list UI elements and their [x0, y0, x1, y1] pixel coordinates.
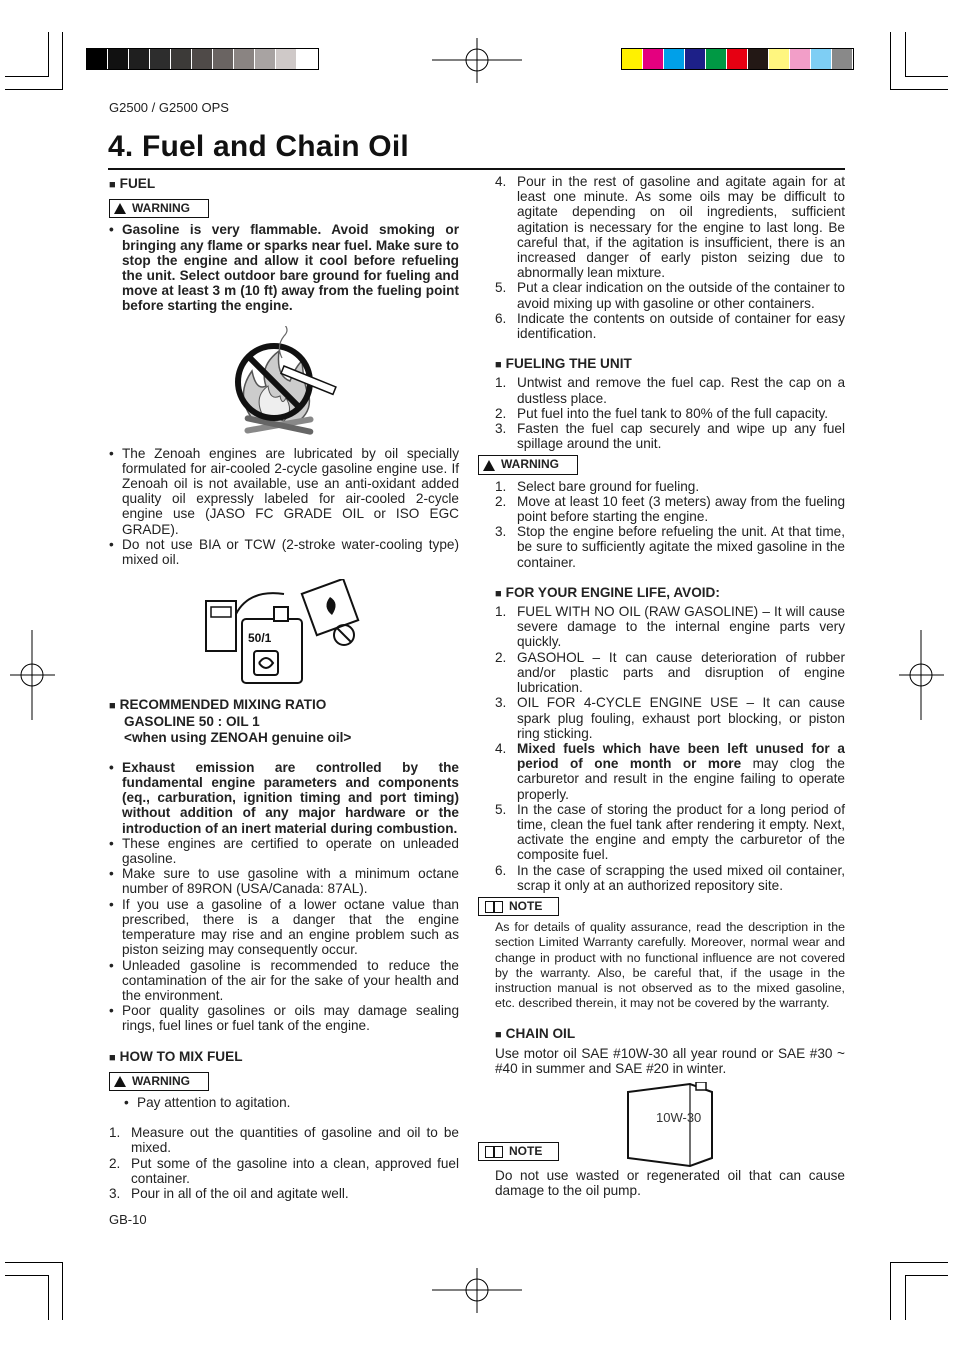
step-text: Measure out the quantities of gasoline and oil to be mixed.: [131, 1125, 459, 1156]
note-label: NOTE: [509, 1143, 543, 1158]
warning-triangle-icon: [483, 460, 495, 471]
list-item: 3. Pour in all of the oil and agitate well.: [109, 1185, 349, 1201]
color-swatch: [171, 49, 192, 69]
color-swatch: [811, 49, 832, 69]
step-text: OIL FOR 4-CYCLE ENGINE USE – It can cause spark plug fouling, exhaust port blocking, or piston ring sticking.: [517, 695, 845, 741]
list-item: • Do not use BIA or TCW (2-stroke water-cooling type) mixed oil.: [109, 537, 459, 567]
warning-box: [478, 455, 578, 474]
list-item: 2. Put some of the gasoline into a clean, approved fuel container.: [109, 1155, 459, 1186]
list-item: 2. Move at least 10 feet (3 meters) away from the fueling point before starting the engine.: [495, 493, 845, 525]
color-swatch: [664, 49, 685, 69]
cmyk-color-bar: [621, 48, 854, 70]
avoid-list: [495, 604, 845, 893]
step-text: Pour in all of the oil and agitate well.: [131, 1185, 349, 1201]
fuel-heading: ■ FUEL: [109, 176, 459, 193]
can-ratio-label: 50/1: [248, 631, 272, 646]
list-item: 1. Untwist and remove the fuel cap. Rest the cap on a dustless place.: [495, 375, 845, 406]
registration-mark: [432, 1268, 522, 1313]
note-box: [478, 1142, 559, 1161]
fuel-warning-list: [109, 222, 459, 313]
color-swatch: [748, 49, 769, 69]
page-title: 4. Fuel and Chain Oil: [108, 130, 409, 163]
color-swatch: [255, 49, 276, 69]
color-swatch: [727, 49, 748, 69]
chain-oil-text: Use motor oil SAE #10W-30 all year round or SAE #30 ~ #40 in summer and SAE #20 in winter.: [495, 1045, 845, 1076]
list-item: • Exhaust emission are controlled by the fundamental engine parameters and components (eq., carburation, ignition timing and port timing) without addition of any major hardware or the introduction of an inert material during combustion.: [109, 760, 459, 836]
crop-mark: [905, 76, 948, 77]
step-text: Put a clear indication on the outside of the container to avoid mixing up with gasoline or other containers.: [517, 280, 845, 311]
warning-label: WARNING: [132, 201, 190, 216]
registration-mark: [10, 630, 55, 720]
warning-label: WARNING: [501, 457, 559, 472]
color-swatch: [129, 49, 150, 69]
crop-mark: [905, 1275, 906, 1320]
mix-ratio-line3: <when using ZENOAH genuine oil>: [124, 729, 352, 745]
list-item: 5. Put a clear indication on the outside of the container to avoid mixing up with gasoline or other containers.: [495, 280, 845, 311]
list-item: • If you use a gasoline of a lower octane value than prescribed, there is a danger that the engine temperature may rise and an engine problem such as piston seizing may consequently occur.: [109, 897, 459, 958]
step-text: Select bare ground for fueling.: [517, 478, 700, 494]
crop-mark: [890, 1262, 891, 1320]
page-number: GB-10: [109, 1212, 147, 1227]
list-item: 5. In the case of storing the product for a long period of time, clean the fuel tank after rendering it empty. Next, activate the engine and empty the carburetor of the composite fuel.: [495, 801, 845, 863]
list-item: 1. FUEL WITH NO OIL (RAW GASOLINE) – It will cause severe damage to the internal engine parts very quickly.: [495, 604, 845, 650]
mix-ratio-line2: GASOLINE 50 : OIL 1: [124, 714, 260, 730]
step-text: Move at least 10 feet (3 meters) away from the fueling point before starting the engine.: [517, 493, 845, 525]
color-swatch: [643, 49, 664, 69]
list-item: 4. Pour in the rest of gasoline and agitate again for at least one minute. As some oils may be difficult to agitate depending on oil ingredients, sufficient agitation is necessary for the engine to last long. Be careful that, if the agitation is insufficient, there is an increased danger of early piston seizing due to abnormally lean mixture.: [495, 174, 845, 281]
oil-note: Do not use wasted or regenerated oil that can cause damage to the oil pump.: [495, 1167, 845, 1199]
step-text: FUEL WITH NO OIL (RAW GASOLINE) – It will cause severe damage to the internal engine parts very quickly.: [517, 604, 845, 650]
fueling-steps: [495, 375, 845, 451]
how-warning-list: [109, 1095, 459, 1110]
list-item: • The Zenoah engines are lubricated by oil specially formulated for air-cooled 2-cycle gasoline engine use. If Zenoah oil is not available, use an anti-oxidant added quality oil expressly labeled for air-cooled 2-cycle engine use (JASO FC GRADE OIL or ISO EGC GRADE).: [109, 446, 459, 537]
note-label: NOTE: [509, 898, 543, 913]
list-item: 1. Select bare ground for fueling.: [495, 478, 700, 494]
list-item: • Unleaded gasoline is recommended to reduce the contamination of the air for the sake of your health and the environment.: [109, 958, 459, 1004]
list-item: • Poor quality gasolines or oils may damage sealing rings, fuel lines or fuel tank of the engine.: [109, 1003, 459, 1033]
warning-label: WARNING: [132, 1073, 190, 1088]
step-text: Pour in the rest of gasoline and agitate again for at least one minute. As some oils may be difficult to agitate depending on oil ingredients, sufficient agitation is necessary for the engine to last long. Be careful that, if the agitation is insufficient, there is an increased danger of early piston seizing due to abnormally lean mixture.: [517, 174, 845, 281]
list-item: • Pay attention to agitation.: [124, 1095, 459, 1110]
step-text: Stop the engine before refueling the unit. At that time, be sure to sufficiently agitate the mixed gasoline in the container.: [517, 524, 845, 570]
note-book-icon: [485, 1146, 503, 1158]
chain-oil-heading: ■ CHAIN OIL: [495, 1026, 845, 1043]
warning-box: [109, 199, 209, 218]
color-swatch: [706, 49, 727, 69]
list-item: 2. GASOHOL – It can cause deterioration of rubber and/or plastic parts and disruption of engine lubrication.: [495, 649, 845, 696]
list-item: 3. OIL FOR 4-CYCLE ENGINE USE – It can cause spark plug fouling, exhaust port blocking, or piston ring sticking.: [495, 695, 845, 741]
step-text: In the case of storing the product for a long period of time, clean the fuel tank after rendering it empty. Next, activate the engine and empty the carburetor of the composite fuel.: [517, 801, 845, 863]
list-item: 3. Fasten the fuel cap securely and wipe up any fuel spillage around the unit.: [495, 421, 845, 452]
crop-mark: [62, 1262, 63, 1320]
note-book-icon: [485, 901, 503, 913]
color-swatch: [297, 49, 318, 69]
color-swatch: [213, 49, 234, 69]
list-item: • Make sure to use gasoline with a minimum octane number of 89RON (USA/Canada: 87AL).: [109, 866, 459, 896]
step-text: may clog the carburetor and result in the engine failing to operate properly.: [517, 756, 845, 802]
no-smoking-fire-illustration: [224, 326, 344, 440]
oil-bullets: [109, 446, 459, 568]
color-swatch: [108, 49, 129, 69]
mix-steps-continued: [495, 174, 845, 341]
crop-mark: [905, 32, 906, 77]
registration-mark: [899, 630, 944, 720]
crop-mark: [62, 32, 63, 90]
step-text: GASOHOL – It can cause deterioration of rubber and/or plastic parts and disruption of engine lubrication.: [517, 649, 845, 696]
registration-mark: [432, 38, 522, 83]
list-item: 1. Measure out the quantities of gasoline and oil to be mixed.: [109, 1125, 459, 1156]
right-column: [495, 174, 845, 1198]
avoid-heading: ■ FOR YOUR ENGINE LIFE, AVOID:: [495, 585, 845, 602]
color-swatch: [234, 49, 255, 69]
step-text: In the case of scrapping the used mixed oil container, scrap it only at an authorized repository site.: [517, 862, 845, 893]
list-item: 6. In the case of scrapping the used mixed oil container, scrap it only at an authorized repository site.: [495, 862, 845, 893]
oil-can-illustration: [620, 1082, 716, 1168]
warning-triangle-icon: [114, 1076, 126, 1087]
color-swatch: [150, 49, 171, 69]
list-item: 4. Mixed fuels which have been left unused for a period of one month or more may clog the carburetor and result in the engine failing to operate properly.: [495, 740, 845, 802]
mix-ratio-line1: ■ RECOMMENDED MIXING RATIO: [109, 697, 459, 714]
crop-mark: [5, 76, 48, 77]
step-text: Fasten the fuel cap securely and wipe up any fuel spillage around the unit.: [517, 421, 845, 452]
warranty-note: As for details of quality assurance, read the description in the section Limited Warranty carefully. Moreover, normal wear and change in product with no functional influence are not covered by the warranty. Also, be careful that, if the usage in the instruction manual is not observed as to the mixed gasoline, etc. described therein, it may not be covered by the warranty.: [495, 920, 845, 1011]
color-swatch: [622, 49, 643, 69]
crop-mark: [48, 1275, 49, 1320]
oil-can-area: [495, 1082, 845, 1164]
step-bold-text: Mixed fuels which have been left unused for a period of one month or more: [517, 740, 845, 772]
crop-mark: [905, 1275, 948, 1276]
color-swatch: [192, 49, 213, 69]
crop-mark: [890, 89, 948, 90]
fuel-can-mixing-illustration: [204, 579, 364, 685]
emission-bullets: [109, 760, 459, 1034]
fueling-warnings: [495, 479, 845, 570]
crop-mark: [890, 1262, 948, 1263]
color-swatch: [87, 49, 108, 69]
title-rule: [108, 168, 845, 170]
left-column: [109, 174, 459, 1201]
crop-mark: [5, 89, 62, 90]
step-text: Put some of the gasoline into a clean, approved fuel container.: [131, 1155, 459, 1186]
list-item: • These engines are certified to operate on unleaded gasoline.: [109, 836, 459, 866]
warning-box: [109, 1072, 209, 1091]
model-header: G2500 / G2500 OPS: [109, 100, 229, 115]
mixing-ratio-block: [109, 697, 459, 745]
color-swatch: [790, 49, 811, 69]
fueling-heading: ■ FUELING THE UNIT: [495, 356, 845, 373]
crop-mark: [5, 1275, 48, 1276]
note-box: [478, 897, 559, 916]
step-text: Untwist and remove the fuel cap. Rest the cap on a dustless place.: [517, 375, 845, 406]
crop-mark: [48, 32, 49, 77]
list-item: 2. Put fuel into the fuel tank to 80% of the full capacity.: [495, 405, 829, 421]
oil-can-label: 10W-30: [656, 1109, 702, 1125]
warning-triangle-icon: [114, 203, 126, 214]
list-item: 6. Indicate the contents on outside of container for easy identification.: [495, 310, 845, 342]
step-text: Put fuel into the fuel tank to 80% of the full capacity.: [517, 405, 829, 421]
crop-mark: [5, 1262, 62, 1263]
color-swatch: [685, 49, 706, 69]
color-swatch: [276, 49, 297, 69]
fuel-warning-text: • Gasoline is very flammable. Avoid smoking or bringing any flame or sparks near fuel. Make sure to stop the engine and allow it cool before refueling the unit. Select outdoor bare ground for fueling and move at least 3 m (10 ft) away from the fueling point before starting the engine.: [109, 222, 459, 313]
how-to-mix-heading: ■ HOW TO MIX FUEL: [109, 1049, 459, 1066]
color-swatch: [769, 49, 790, 69]
how-steps: [109, 1125, 459, 1201]
gray-color-bar: [86, 48, 319, 70]
list-item: 3. Stop the engine before refueling the unit. At that time, be sure to sufficiently agitate the mixed gasoline in the container.: [495, 524, 845, 570]
color-swatch: [832, 49, 853, 69]
step-text: Indicate the contents on outside of container for easy identification.: [517, 310, 845, 342]
crop-mark: [890, 32, 891, 90]
